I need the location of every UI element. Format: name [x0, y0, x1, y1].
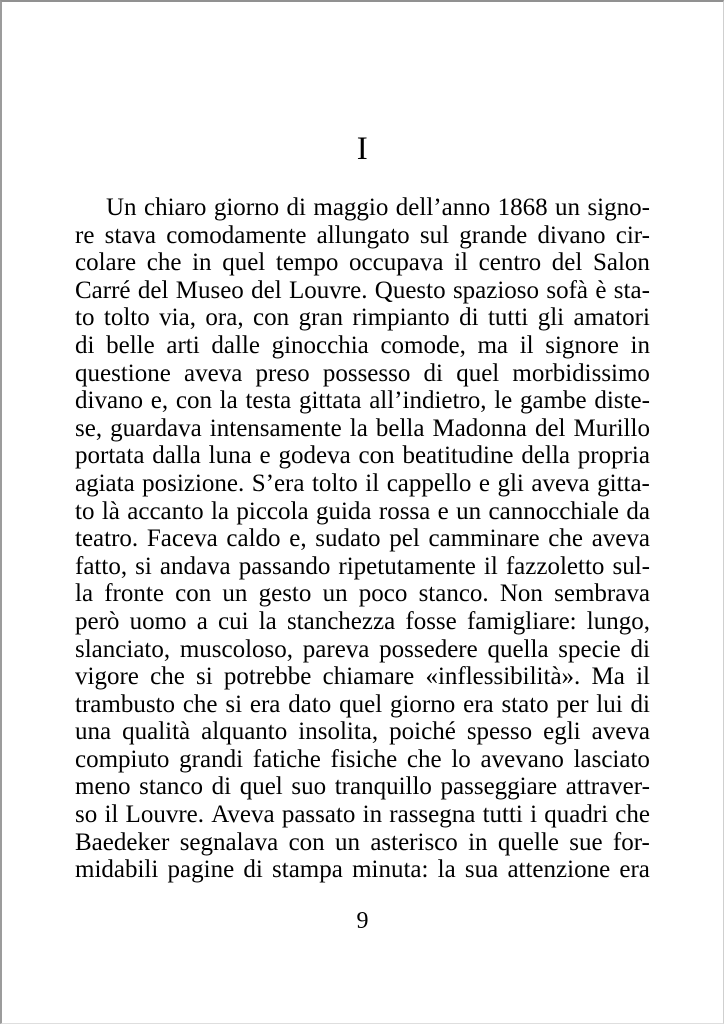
text-line: Un chiaro giorno di maggio dell’anno 1868 un signo- — [106, 194, 650, 221]
text-line: però uomo a cui la stanchezza fosse famigliare: lungo, — [75, 607, 650, 635]
text-line: trambusto che si era dato quel giorno era stato per lui di — [75, 690, 650, 718]
text-line: re stava comodamente allungato sul grande divano cir- — [75, 221, 650, 249]
text-line: fatto, si andava passando ripetutamente il fazzoletto sul- — [75, 552, 650, 580]
text-line: se, guardava intensamente la bella Madonna del Murillo — [75, 414, 650, 442]
text-line: Carré del Museo del Louvre. Questo spazioso sofà è sta- — [75, 276, 650, 304]
text-line: questione aveva preso possesso di quel morbidissimo — [75, 359, 650, 387]
text-line: midabili pagine di stampa minuta: la sua attenzione era — [75, 856, 650, 884]
text-line: la fronte con un gesto un poco stanco. Non sembrava — [75, 580, 650, 608]
text-line: di belle arti dalle ginocchia comode, ma il signore in — [75, 331, 650, 359]
text-line: meno stanco di quel suo tranquillo passeggiare attraver- — [75, 773, 650, 801]
body-text — [75, 194, 650, 884]
text-line: Baedeker segnalava con un asterisco in quelle sue for- — [75, 828, 650, 856]
text-line: colare che in quel tempo occupava il centro del Salon — [75, 249, 650, 277]
text-line: compiuto grandi fatiche fisiche che lo avevano lasciato — [75, 745, 650, 773]
text-line: portata dalla luna e godeva con beatitudine della propria — [75, 442, 650, 470]
page-number: 9 — [356, 908, 369, 934]
text-line: teatro. Faceva caldo e, sudato pel camminare che aveva — [75, 525, 650, 553]
text-line: divano e, con la testa gittata all’indietro, le gambe diste- — [75, 387, 650, 415]
text-line: to là accanto la piccola guida rossa e un cannocchiale da — [75, 497, 650, 525]
text-line: to tolto via, ora, con gran rimpianto di tutti gli amatori — [75, 304, 650, 332]
text-line: slanciato, muscoloso, pareva possedere quella specie di — [75, 635, 650, 663]
chapter-heading: I — [356, 131, 369, 167]
text-line: so il Louvre. Aveva passato in rassegna tutti i quadri che — [75, 801, 650, 829]
text-line: una qualità alquanto insolita, poiché spesso egli aveva — [75, 718, 650, 746]
text-line: agiata posizione. S’era tolto il cappello e gli aveva gitta- — [75, 469, 650, 497]
text-line: vigore che si potrebbe chiamare «inflessibilità». Ma il — [75, 663, 650, 691]
